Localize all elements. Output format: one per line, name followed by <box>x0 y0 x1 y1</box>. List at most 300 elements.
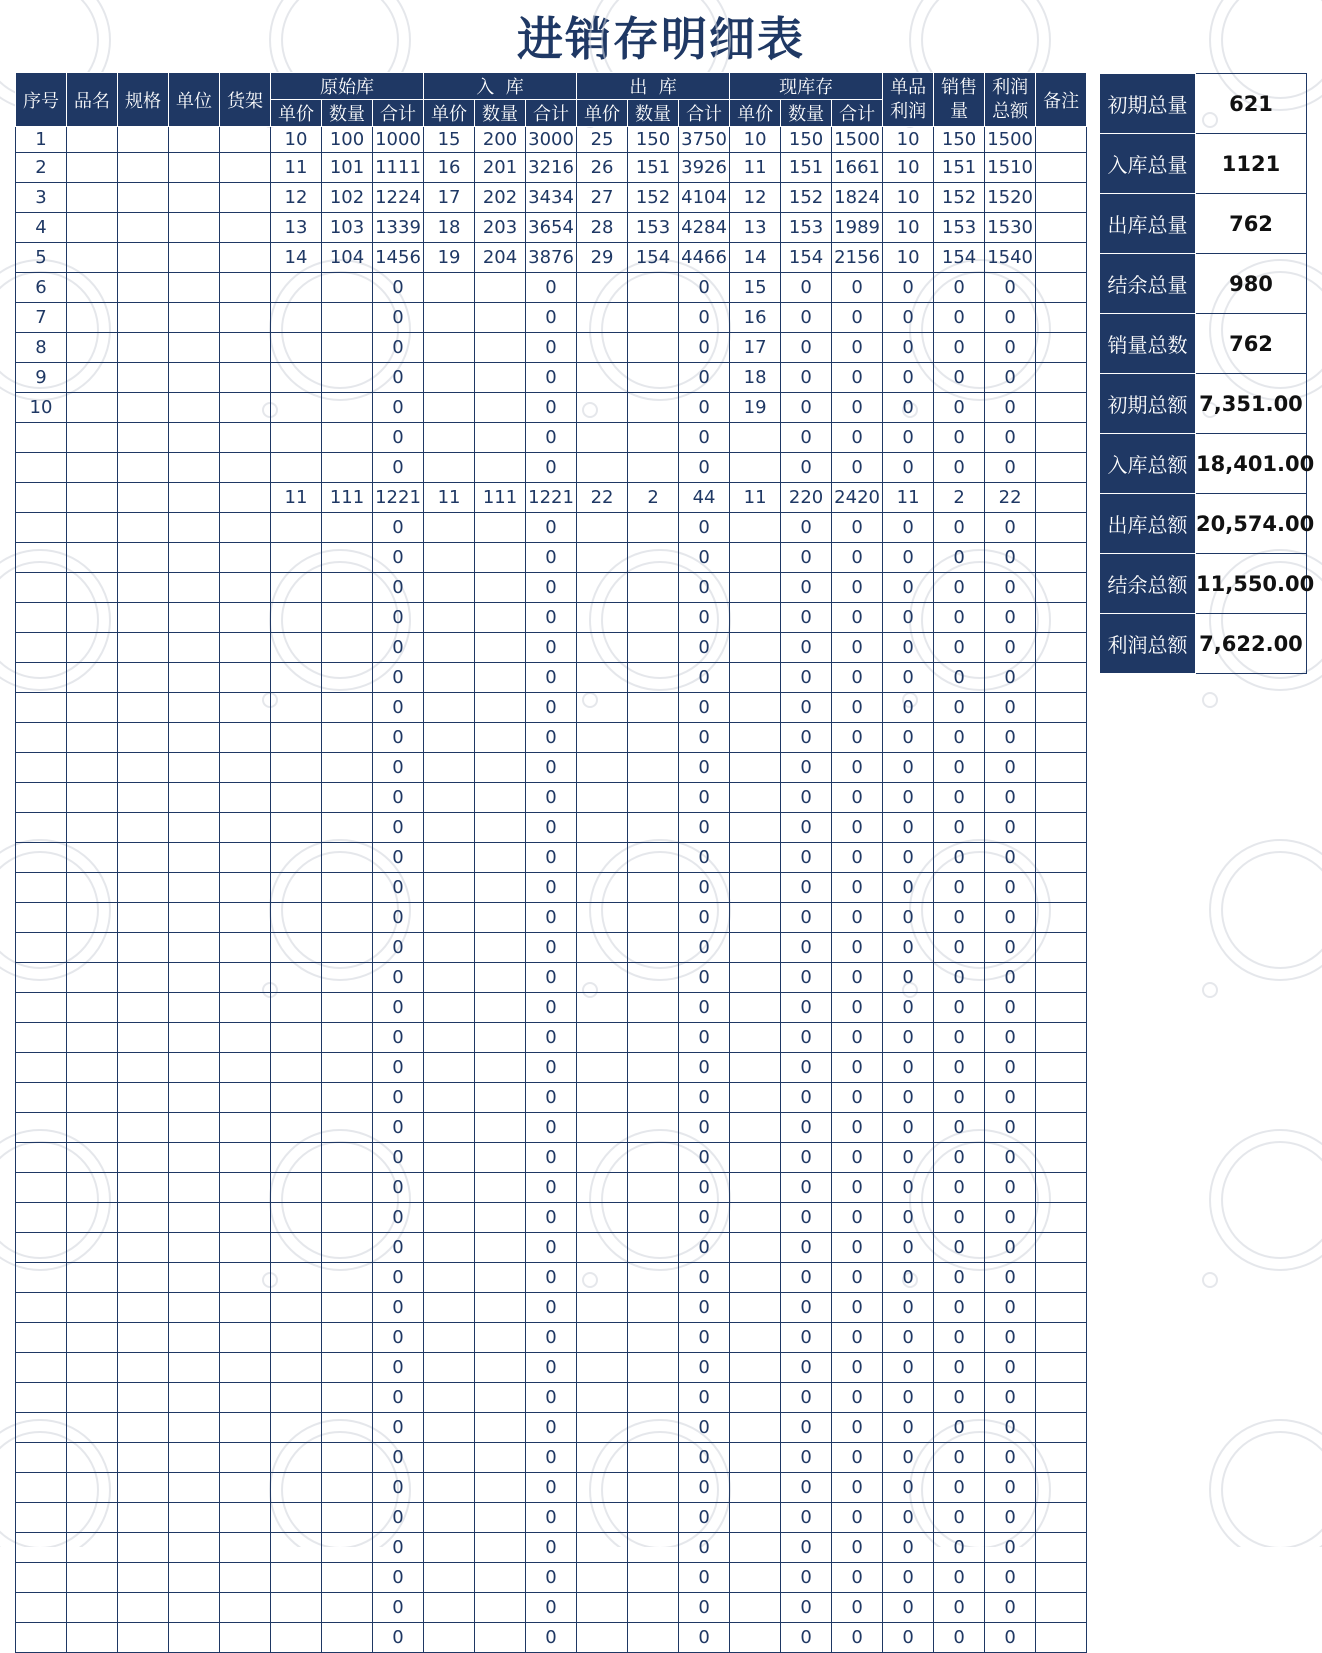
table-cell[interactable]: 3876 <box>526 243 577 273</box>
table-cell[interactable] <box>628 843 679 873</box>
table-cell[interactable]: 3000 <box>526 127 577 153</box>
table-cell[interactable] <box>577 993 628 1023</box>
table-cell[interactable]: 0 <box>526 1413 577 1443</box>
table-cell[interactable]: 0 <box>781 1563 832 1593</box>
table-cell[interactable] <box>1036 1563 1087 1593</box>
table-cell[interactable]: 0 <box>832 543 883 573</box>
table-cell[interactable]: 0 <box>985 783 1036 813</box>
table-cell[interactable] <box>67 1503 118 1533</box>
table-cell[interactable] <box>322 1503 373 1533</box>
table-cell[interactable] <box>730 723 781 753</box>
table-cell[interactable]: 0 <box>883 1593 934 1623</box>
table-cell[interactable] <box>118 423 169 453</box>
table-cell[interactable] <box>730 993 781 1023</box>
table-cell[interactable]: 0 <box>679 753 730 783</box>
table-cell[interactable] <box>424 1413 475 1443</box>
table-cell[interactable] <box>424 783 475 813</box>
table-cell[interactable] <box>424 693 475 723</box>
table-cell[interactable]: 10 <box>16 393 67 423</box>
table-cell[interactable] <box>1036 783 1087 813</box>
table-cell[interactable]: 0 <box>832 1023 883 1053</box>
table-cell[interactable]: 0 <box>883 1053 934 1083</box>
table-cell[interactable] <box>577 1443 628 1473</box>
table-cell[interactable] <box>118 303 169 333</box>
table-cell[interactable] <box>271 813 322 843</box>
table-cell[interactable]: 0 <box>883 363 934 393</box>
table-cell[interactable] <box>271 1533 322 1563</box>
table-cell[interactable] <box>322 1263 373 1293</box>
table-cell[interactable]: 0 <box>883 1383 934 1413</box>
table-cell[interactable] <box>322 933 373 963</box>
table-cell[interactable] <box>67 783 118 813</box>
table-cell[interactable] <box>1036 213 1087 243</box>
table-cell[interactable] <box>424 453 475 483</box>
table-cell[interactable] <box>118 993 169 1023</box>
table-cell[interactable] <box>220 813 271 843</box>
table-cell[interactable] <box>475 1383 526 1413</box>
table-cell[interactable] <box>475 1293 526 1323</box>
table-cell[interactable] <box>271 1293 322 1323</box>
table-cell[interactable]: 153 <box>628 213 679 243</box>
table-cell[interactable] <box>424 1353 475 1383</box>
table-cell[interactable]: 0 <box>526 513 577 543</box>
table-cell[interactable]: 0 <box>679 1503 730 1533</box>
table-cell[interactable]: 0 <box>985 513 1036 543</box>
table-cell[interactable] <box>475 633 526 663</box>
table-cell[interactable] <box>322 693 373 723</box>
table-cell[interactable] <box>118 127 169 153</box>
table-cell[interactable] <box>577 453 628 483</box>
table-cell[interactable] <box>628 1173 679 1203</box>
table-cell[interactable] <box>577 813 628 843</box>
table-cell[interactable]: 0 <box>883 513 934 543</box>
table-cell[interactable]: 0 <box>679 1233 730 1263</box>
table-cell[interactable]: 0 <box>526 903 577 933</box>
table-cell[interactable] <box>730 1413 781 1443</box>
table-cell[interactable] <box>322 993 373 1023</box>
table-cell[interactable]: 0 <box>934 753 985 783</box>
table-cell[interactable] <box>475 1563 526 1593</box>
table-cell[interactable] <box>118 483 169 513</box>
table-cell[interactable]: 0 <box>934 1053 985 1083</box>
table-cell[interactable] <box>730 1023 781 1053</box>
table-cell[interactable]: 0 <box>934 603 985 633</box>
table-cell[interactable] <box>424 933 475 963</box>
table-cell[interactable] <box>169 213 220 243</box>
table-cell[interactable] <box>16 1023 67 1053</box>
table-cell[interactable] <box>220 243 271 273</box>
table-cell[interactable]: 0 <box>526 963 577 993</box>
table-cell[interactable] <box>628 1143 679 1173</box>
table-cell[interactable]: 0 <box>883 1083 934 1113</box>
table-cell[interactable] <box>475 1233 526 1263</box>
table-cell[interactable]: 0 <box>526 993 577 1023</box>
table-cell[interactable] <box>118 663 169 693</box>
table-cell[interactable] <box>67 633 118 663</box>
table-cell[interactable] <box>169 1413 220 1443</box>
table-cell[interactable] <box>628 1083 679 1113</box>
table-cell[interactable] <box>475 1533 526 1563</box>
table-cell[interactable] <box>271 963 322 993</box>
table-cell[interactable] <box>271 603 322 633</box>
table-cell[interactable] <box>169 1143 220 1173</box>
table-cell[interactable]: 0 <box>832 1563 883 1593</box>
table-cell[interactable]: 11 <box>730 153 781 183</box>
table-cell[interactable] <box>220 1443 271 1473</box>
table-cell[interactable] <box>628 903 679 933</box>
table-cell[interactable] <box>271 633 322 663</box>
table-cell[interactable] <box>67 813 118 843</box>
table-cell[interactable] <box>118 363 169 393</box>
table-cell[interactable]: 0 <box>832 1413 883 1443</box>
table-cell[interactable] <box>220 1023 271 1053</box>
table-cell[interactable] <box>169 183 220 213</box>
table-cell[interactable]: 0 <box>934 843 985 873</box>
table-cell[interactable] <box>424 1503 475 1533</box>
table-cell[interactable]: 0 <box>832 903 883 933</box>
table-cell[interactable]: 9 <box>16 363 67 393</box>
table-cell[interactable] <box>16 723 67 753</box>
table-cell[interactable]: 0 <box>832 1233 883 1263</box>
table-cell[interactable] <box>118 213 169 243</box>
table-cell[interactable]: 0 <box>526 1473 577 1503</box>
table-cell[interactable]: 0 <box>781 423 832 453</box>
table-cell[interactable] <box>628 363 679 393</box>
table-cell[interactable] <box>67 1443 118 1473</box>
table-cell[interactable] <box>424 1323 475 1353</box>
table-cell[interactable] <box>322 783 373 813</box>
table-cell[interactable]: 0 <box>934 1473 985 1503</box>
table-cell[interactable] <box>220 1053 271 1083</box>
table-cell[interactable]: 0 <box>373 813 424 843</box>
table-cell[interactable] <box>118 1113 169 1143</box>
table-cell[interactable] <box>118 693 169 723</box>
table-cell[interactable] <box>628 273 679 303</box>
table-cell[interactable]: 14 <box>271 243 322 273</box>
table-cell[interactable]: 0 <box>832 603 883 633</box>
table-cell[interactable] <box>220 1593 271 1623</box>
table-cell[interactable]: 0 <box>934 573 985 603</box>
table-cell[interactable] <box>16 603 67 633</box>
table-cell[interactable] <box>220 453 271 483</box>
table-cell[interactable]: 203 <box>475 213 526 243</box>
table-cell[interactable] <box>1036 1473 1087 1503</box>
table-cell[interactable] <box>271 423 322 453</box>
table-cell[interactable]: 2 <box>16 153 67 183</box>
table-cell[interactable]: 0 <box>934 423 985 453</box>
table-cell[interactable] <box>271 363 322 393</box>
table-cell[interactable] <box>220 933 271 963</box>
table-cell[interactable] <box>475 843 526 873</box>
table-cell[interactable]: 0 <box>781 573 832 603</box>
table-cell[interactable] <box>628 1413 679 1443</box>
table-cell[interactable]: 153 <box>934 213 985 243</box>
table-cell[interactable]: 1989 <box>832 213 883 243</box>
table-cell[interactable] <box>475 1593 526 1623</box>
table-cell[interactable] <box>271 1593 322 1623</box>
table-cell[interactable] <box>16 693 67 723</box>
table-cell[interactable]: 1339 <box>373 213 424 243</box>
table-cell[interactable] <box>577 1323 628 1353</box>
table-cell[interactable]: 0 <box>679 783 730 813</box>
table-cell[interactable]: 0 <box>781 1533 832 1563</box>
table-cell[interactable]: 0 <box>883 903 934 933</box>
table-cell[interactable] <box>220 1143 271 1173</box>
table-cell[interactable] <box>67 1083 118 1113</box>
table-cell[interactable] <box>475 1083 526 1113</box>
table-cell[interactable] <box>67 663 118 693</box>
table-cell[interactable]: 153 <box>781 213 832 243</box>
table-cell[interactable] <box>169 813 220 843</box>
table-cell[interactable]: 0 <box>883 1563 934 1593</box>
table-cell[interactable]: 0 <box>781 1113 832 1143</box>
table-cell[interactable]: 0 <box>679 873 730 903</box>
table-cell[interactable] <box>16 1233 67 1263</box>
table-cell[interactable] <box>67 127 118 153</box>
table-cell[interactable] <box>16 753 67 783</box>
table-cell[interactable] <box>322 1563 373 1593</box>
table-cell[interactable] <box>67 1173 118 1203</box>
table-cell[interactable]: 150 <box>628 127 679 153</box>
table-cell[interactable] <box>220 1323 271 1353</box>
table-cell[interactable]: 0 <box>781 753 832 783</box>
table-cell[interactable] <box>118 1173 169 1203</box>
table-cell[interactable]: 0 <box>526 603 577 633</box>
table-cell[interactable] <box>628 1353 679 1383</box>
table-cell[interactable] <box>169 933 220 963</box>
table-cell[interactable] <box>424 633 475 663</box>
table-cell[interactable]: 16 <box>730 303 781 333</box>
table-cell[interactable]: 0 <box>985 573 1036 603</box>
table-cell[interactable]: 0 <box>985 1173 1036 1203</box>
table-cell[interactable]: 0 <box>985 1113 1036 1143</box>
table-cell[interactable] <box>1036 1383 1087 1413</box>
table-cell[interactable]: 0 <box>679 1113 730 1143</box>
table-cell[interactable] <box>67 1383 118 1413</box>
table-cell[interactable]: 0 <box>373 963 424 993</box>
table-cell[interactable] <box>67 1413 118 1443</box>
table-cell[interactable]: 11 <box>883 483 934 513</box>
table-cell[interactable] <box>16 1383 67 1413</box>
table-cell[interactable]: 0 <box>526 663 577 693</box>
table-cell[interactable]: 0 <box>883 1623 934 1653</box>
table-cell[interactable]: 0 <box>934 363 985 393</box>
table-cell[interactable]: 0 <box>883 663 934 693</box>
table-cell[interactable]: 0 <box>781 333 832 363</box>
table-cell[interactable] <box>1036 393 1087 423</box>
table-cell[interactable] <box>475 1473 526 1503</box>
table-cell[interactable] <box>220 213 271 243</box>
table-cell[interactable]: 0 <box>679 933 730 963</box>
table-cell[interactable] <box>118 1533 169 1563</box>
table-cell[interactable]: 18 <box>424 213 475 243</box>
table-cell[interactable] <box>220 1623 271 1653</box>
table-cell[interactable]: 11 <box>424 483 475 513</box>
table-cell[interactable]: 204 <box>475 243 526 273</box>
table-cell[interactable] <box>118 1413 169 1443</box>
table-cell[interactable] <box>118 1233 169 1263</box>
table-cell[interactable] <box>475 393 526 423</box>
table-cell[interactable] <box>16 873 67 903</box>
table-cell[interactable] <box>628 873 679 903</box>
table-cell[interactable] <box>67 1053 118 1083</box>
table-cell[interactable]: 11 <box>271 483 322 513</box>
table-cell[interactable] <box>67 543 118 573</box>
table-cell[interactable] <box>475 963 526 993</box>
table-cell[interactable]: 0 <box>679 393 730 423</box>
table-cell[interactable] <box>220 127 271 153</box>
table-cell[interactable] <box>16 1533 67 1563</box>
table-cell[interactable]: 0 <box>373 1413 424 1443</box>
table-cell[interactable]: 0 <box>934 663 985 693</box>
table-cell[interactable] <box>67 1353 118 1383</box>
table-cell[interactable] <box>1036 1293 1087 1323</box>
table-cell[interactable] <box>271 693 322 723</box>
table-cell[interactable] <box>475 333 526 363</box>
table-cell[interactable]: 0 <box>934 1143 985 1173</box>
table-cell[interactable]: 0 <box>373 843 424 873</box>
table-cell[interactable]: 3434 <box>526 183 577 213</box>
table-cell[interactable] <box>1036 153 1087 183</box>
table-cell[interactable] <box>118 1473 169 1503</box>
table-cell[interactable]: 0 <box>985 693 1036 723</box>
table-cell[interactable] <box>118 1203 169 1233</box>
table-cell[interactable]: 0 <box>679 1353 730 1383</box>
table-cell[interactable] <box>169 1023 220 1053</box>
table-cell[interactable] <box>577 1413 628 1443</box>
table-cell[interactable]: 0 <box>883 933 934 963</box>
table-cell[interactable] <box>16 1113 67 1143</box>
table-cell[interactable]: 0 <box>526 1173 577 1203</box>
table-cell[interactable] <box>1036 453 1087 483</box>
table-cell[interactable] <box>271 1443 322 1473</box>
table-cell[interactable] <box>322 1443 373 1473</box>
table-cell[interactable] <box>67 603 118 633</box>
table-cell[interactable]: 0 <box>373 1263 424 1293</box>
table-cell[interactable] <box>475 1323 526 1353</box>
table-cell[interactable] <box>475 723 526 753</box>
table-cell[interactable] <box>424 1203 475 1233</box>
table-cell[interactable] <box>577 393 628 423</box>
table-cell[interactable] <box>271 1503 322 1533</box>
table-cell[interactable]: 0 <box>781 303 832 333</box>
table-cell[interactable] <box>67 1203 118 1233</box>
table-cell[interactable] <box>16 963 67 993</box>
table-cell[interactable]: 0 <box>985 1353 1036 1383</box>
table-cell[interactable] <box>118 1023 169 1053</box>
table-cell[interactable] <box>118 603 169 633</box>
table-cell[interactable]: 0 <box>526 933 577 963</box>
table-cell[interactable] <box>475 873 526 903</box>
table-cell[interactable] <box>424 1533 475 1563</box>
table-cell[interactable] <box>118 753 169 783</box>
table-cell[interactable] <box>1036 843 1087 873</box>
table-cell[interactable] <box>322 603 373 633</box>
table-cell[interactable] <box>220 1503 271 1533</box>
table-cell[interactable]: 3926 <box>679 153 730 183</box>
table-cell[interactable]: 0 <box>781 1593 832 1623</box>
table-cell[interactable] <box>1036 273 1087 303</box>
table-cell[interactable] <box>220 1533 271 1563</box>
table-cell[interactable]: 0 <box>883 873 934 903</box>
table-cell[interactable]: 0 <box>679 1383 730 1413</box>
table-cell[interactable]: 3654 <box>526 213 577 243</box>
table-cell[interactable] <box>169 153 220 183</box>
table-cell[interactable] <box>322 843 373 873</box>
table-cell[interactable] <box>424 1113 475 1143</box>
table-cell[interactable]: 0 <box>985 1503 1036 1533</box>
table-cell[interactable] <box>577 783 628 813</box>
table-cell[interactable]: 0 <box>934 723 985 753</box>
table-cell[interactable]: 0 <box>679 1593 730 1623</box>
table-cell[interactable] <box>424 723 475 753</box>
table-cell[interactable] <box>118 933 169 963</box>
table-cell[interactable]: 0 <box>679 843 730 873</box>
table-cell[interactable] <box>475 663 526 693</box>
summary-value[interactable]: 7,351.00 <box>1196 374 1307 434</box>
table-cell[interactable]: 0 <box>832 1533 883 1563</box>
table-cell[interactable] <box>271 543 322 573</box>
table-cell[interactable] <box>424 273 475 303</box>
table-cell[interactable]: 22 <box>985 483 1036 513</box>
table-cell[interactable] <box>169 723 220 753</box>
table-cell[interactable] <box>118 513 169 543</box>
table-cell[interactable]: 19 <box>730 393 781 423</box>
table-cell[interactable]: 151 <box>781 153 832 183</box>
table-cell[interactable] <box>118 183 169 213</box>
table-cell[interactable] <box>628 573 679 603</box>
table-cell[interactable]: 0 <box>781 693 832 723</box>
table-cell[interactable]: 0 <box>679 1323 730 1353</box>
table-cell[interactable] <box>169 423 220 453</box>
table-cell[interactable]: 0 <box>985 453 1036 483</box>
table-cell[interactable] <box>424 1023 475 1053</box>
table-cell[interactable] <box>628 1203 679 1233</box>
table-cell[interactable]: 102 <box>322 183 373 213</box>
table-cell[interactable]: 0 <box>832 1353 883 1383</box>
table-cell[interactable] <box>424 1083 475 1113</box>
table-cell[interactable] <box>730 663 781 693</box>
table-cell[interactable] <box>628 993 679 1023</box>
table-cell[interactable]: 0 <box>934 1113 985 1143</box>
table-cell[interactable] <box>322 633 373 663</box>
table-cell[interactable]: 0 <box>883 633 934 663</box>
table-cell[interactable] <box>16 423 67 453</box>
table-cell[interactable] <box>271 1473 322 1503</box>
table-cell[interactable] <box>628 303 679 333</box>
table-cell[interactable] <box>577 693 628 723</box>
table-cell[interactable]: 0 <box>781 393 832 423</box>
table-cell[interactable]: 154 <box>781 243 832 273</box>
table-cell[interactable] <box>220 483 271 513</box>
table-cell[interactable]: 0 <box>883 333 934 363</box>
table-cell[interactable]: 0 <box>781 1413 832 1443</box>
table-cell[interactable]: 0 <box>526 873 577 903</box>
table-cell[interactable] <box>1036 183 1087 213</box>
table-cell[interactable]: 0 <box>985 753 1036 783</box>
table-cell[interactable]: 0 <box>781 1263 832 1293</box>
table-cell[interactable]: 0 <box>373 1563 424 1593</box>
table-cell[interactable]: 0 <box>832 333 883 363</box>
table-cell[interactable]: 0 <box>883 573 934 603</box>
table-cell[interactable] <box>220 333 271 363</box>
table-cell[interactable] <box>577 1113 628 1143</box>
table-cell[interactable]: 1224 <box>373 183 424 213</box>
table-cell[interactable]: 0 <box>985 1293 1036 1323</box>
table-cell[interactable]: 0 <box>832 783 883 813</box>
table-cell[interactable]: 0 <box>832 1503 883 1533</box>
table-cell[interactable] <box>577 1383 628 1413</box>
